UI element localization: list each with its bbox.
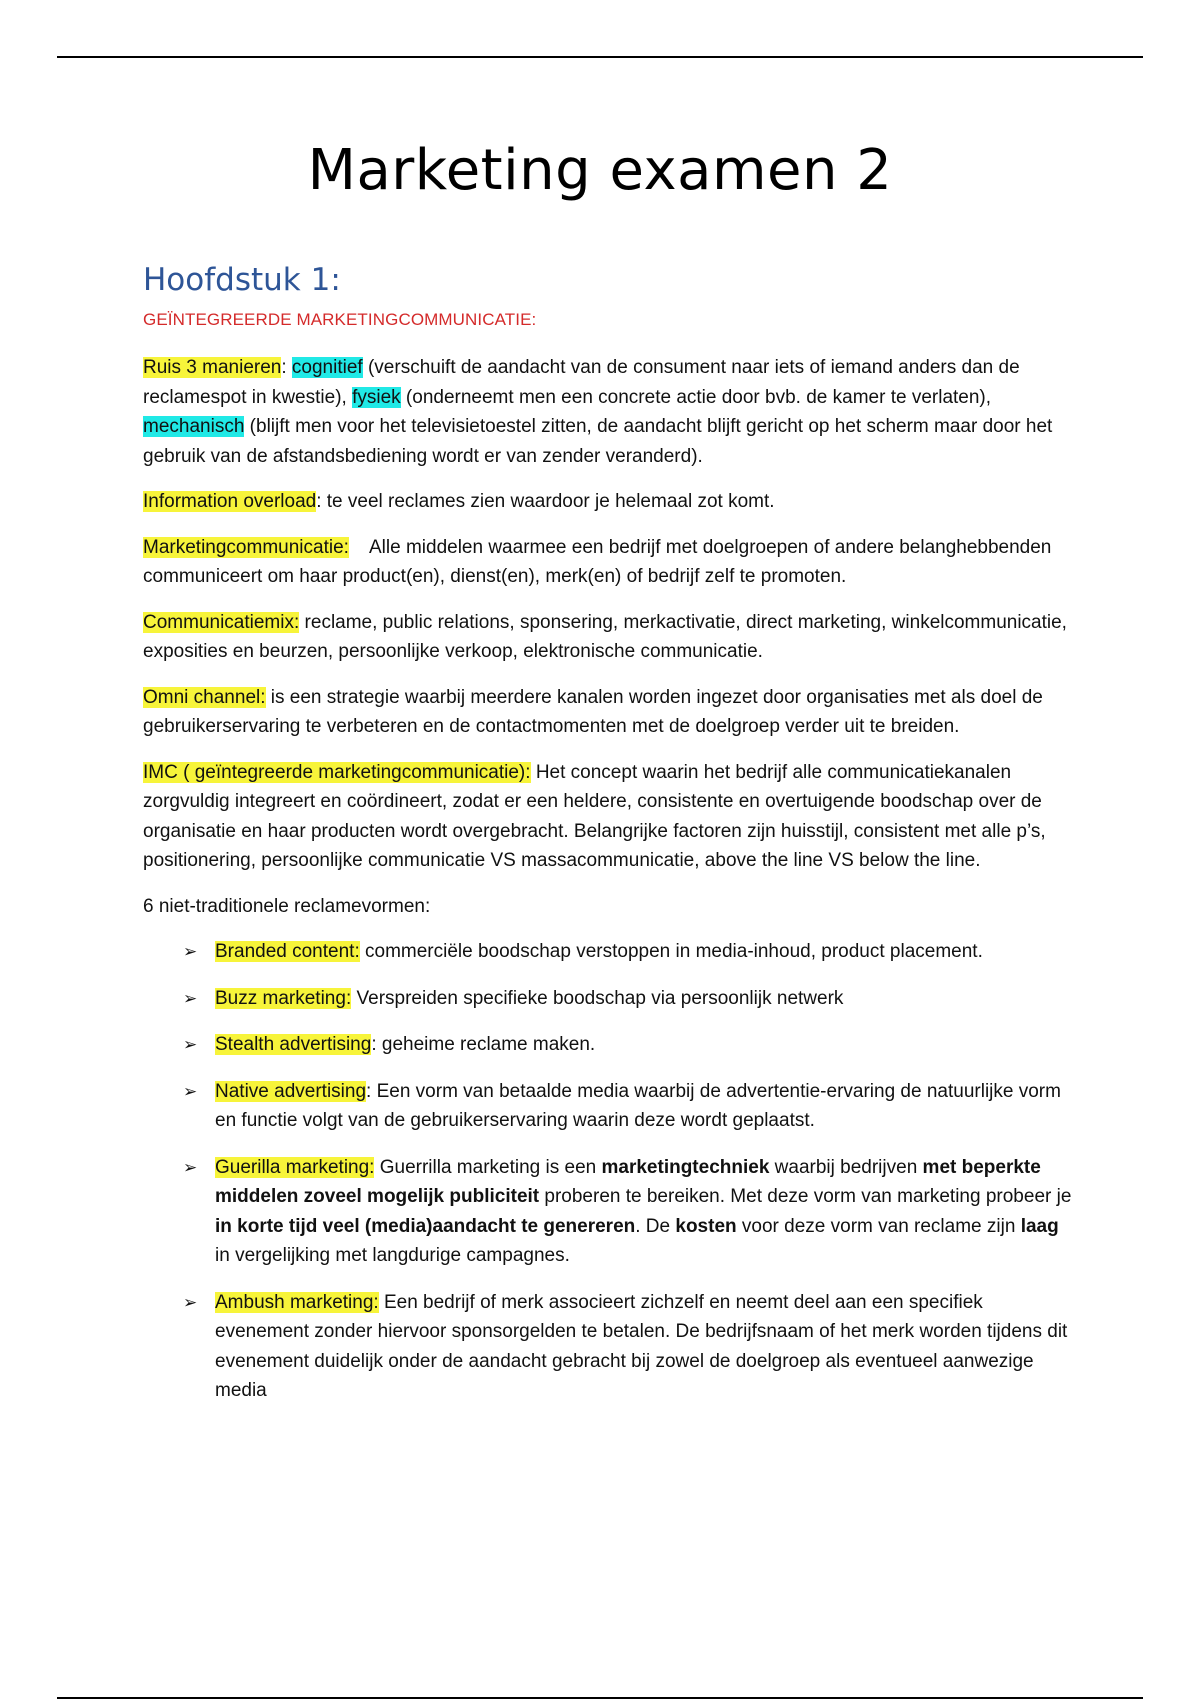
term-cognitief: cognitief — [291, 357, 363, 378]
term-imc: IMC ( geïntegreerde marketingcommunicatie): — [143, 761, 531, 783]
list-item: ➢ Stealth advertising: geheime reclame maken. — [183, 1030, 1073, 1060]
term-native-advertising: Native advertising — [215, 1080, 367, 1102]
arrow-bullet-icon: ➢ — [183, 942, 198, 961]
list-item: ➢ Guerilla marketing: Guerrilla marketing is een marketingtechniek waarbij bedrijven met beperkte middelen zoveel mogelijk publiciteit proberen te bereiken. Met deze vorm van marketing probeer je in korte tijd veel (media)aandacht te genereren. De kosten voor deze vorm van reclame zijn laag in vergelijking met langdurige campagnes. — [183, 1153, 1073, 1271]
list-item: ➢ Ambush marketing: Een bedrijf of merk associeert zichzelf en neemt deel aan een specifiek evenement zonder hiervoor sponsorgelden te betalen. De bedrijfsnaam of het merk worden tijdens dit evenement duidelijk onder de aandacht gebracht bij zowel de doelgroep als eventueel aanwezige media — [183, 1288, 1073, 1406]
list-item: ➢ Buzz marketing: Verspreiden specifieke boodschap via persoonlijk netwerk — [183, 984, 1073, 1014]
term-stealth-advertising: Stealth advertising — [215, 1034, 372, 1055]
paragraph-communicatiemix: Communicatiemix: reclame, public relations, sponsering, merkactivatie, direct marketing, winkelcommunicatie, exposities en beurzen, persoonlijke verkoop, elektronische communicatie. — [143, 611, 1067, 662]
term-marketingcommunicatie: Marketingcommunicatie: — [143, 536, 349, 558]
page-title: Marketing examen 2 — [307, 138, 893, 203]
chapter-heading: Hoofdstuk 1: — [143, 262, 341, 298]
bottom-rule — [57, 1697, 1143, 1699]
list-intro: 6 niet-traditionele reclamevormen: — [143, 895, 431, 917]
paragraph-imc: IMC ( geïntegreerde marketingcommunicatie): Het concept waarin het bedrijf alle communicatiekanalen zorgvuldig integreert en coördineert, zodat er een heldere, consistente en overtuigende boodschap over de organisatie en haar producten wordt overgebracht. Belangrijke factoren zijn huisstijl, consistent met alle p’s, positionering, persoonlijke communicatie VS massacommunicatie, above the line VS below the line. — [143, 761, 1046, 871]
arrow-bullet-icon: ➢ — [183, 1157, 198, 1177]
arrow-bullet-icon: ➢ — [183, 1292, 198, 1312]
paragraph-omni-channel: Omni channel: is een strategie waarbij meerdere kanalen worden ingezet door organisaties met als doel de gebruikerservaring te verbeteren en de contactmomenten met de doelgroep verder uit te breiden. — [143, 686, 1043, 737]
document-body — [143, 258, 1073, 1423]
arrow-bullet-icon: ➢ — [183, 1035, 198, 1054]
term-information-overload: Information overload — [143, 491, 317, 512]
paragraph-information-overload: Information overload: te veel reclames zien waardoor je helemaal zot komt. — [143, 491, 775, 512]
arrow-bullet-icon: ➢ — [183, 1081, 198, 1101]
term-branded-content: Branded content: — [215, 941, 360, 962]
list-item: ➢ Native advertising: Een vorm van betaalde media waarbij de advertentie-ervaring de natuurlijke vorm en functie volgt van de gebruikerservaring waarin deze wordt geplaatst. — [183, 1077, 1073, 1136]
term-omni-channel: Omni channel: — [143, 686, 266, 708]
term-mechanisch: mechanisch — [143, 416, 245, 437]
list-item: ➢ Branded content: commerciële boodschap verstoppen in media-inhoud, product placement. — [183, 937, 1073, 967]
term-buzz-marketing: Buzz marketing: — [215, 987, 352, 1009]
term-ambush-marketing: Ambush marketing: — [215, 1291, 379, 1313]
paragraph-marketingcommunicatie: Marketingcommunicatie: Alle middelen waarmee een bedrijf met doelgroepen of andere belanghebbenden communiceert om haar product(en), dienst(en), merk(en) of bedrijf zelf te promoten. — [143, 536, 1057, 587]
term-communicatiemix: Communicatiemix: — [143, 611, 300, 633]
term-ruis: Ruis 3 manieren — [143, 357, 282, 378]
reclamevormen-list — [143, 937, 1073, 1406]
arrow-bullet-icon: ➢ — [183, 988, 198, 1008]
section-heading: GEÏNTEGREERDE MARKETINGCOMMUNICATIE: — [143, 310, 537, 329]
term-fysiek: fysiek — [352, 386, 401, 408]
top-rule — [57, 56, 1143, 58]
paragraph-ruis: Ruis 3 manieren: cognitief (verschuift de aandacht van de consument naar iets of iemand anders dan de reclamespot in kwestie), fysiek (onderneemt men een concrete actie door bvb. de kamer te verlaten), mechanisch (blijft men voor het televisietoestel zitten, de aandacht blijft gericht op het scherm maar door het gebruik van de afstandsbediening wordt er van zender veranderd). — [143, 357, 1053, 467]
term-guerilla-marketing: Guerilla marketing: — [215, 1156, 375, 1178]
